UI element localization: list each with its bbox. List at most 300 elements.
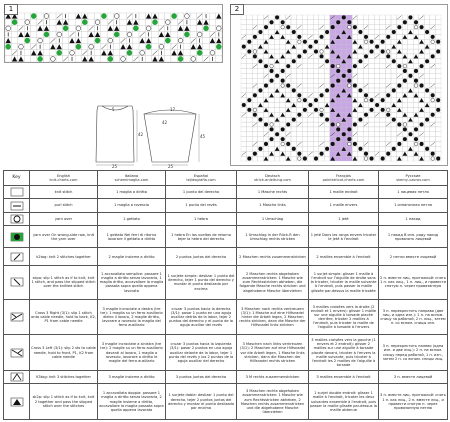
- chart-cell: [363, 20, 369, 25]
- chart-cell: [258, 73, 264, 78]
- green-circle-icon: [101, 13, 107, 19]
- chart-cell: [145, 19, 151, 25]
- chart-cell: [435, 34, 441, 39]
- chart-cell: [274, 83, 280, 88]
- black-circle-icon: [264, 64, 268, 68]
- chart-cell: [324, 64, 330, 69]
- chart-cell: [408, 107, 414, 112]
- black-circle-icon: [381, 40, 385, 44]
- chart-cell: [308, 49, 314, 54]
- chart-cell: [391, 69, 397, 74]
- legend-cell-de: 2 Maschen rechts zusammenstricken: [237, 248, 309, 266]
- chart-cell: [139, 19, 145, 25]
- chart-cell: [291, 107, 297, 112]
- chart-cell: [413, 44, 419, 49]
- legend-cell-en: skpo: slip 1 stitch as if to knit, knit 1 stitch, and pass the slipped stitch over the knitted stitch: [30, 266, 98, 299]
- chart-cell: [308, 39, 314, 44]
- chart-cell: [352, 146, 358, 151]
- chart-cell: [285, 88, 291, 93]
- chart-cell: [402, 98, 408, 103]
- chart-cell: [402, 83, 408, 88]
- black-triangle-icon: [419, 49, 424, 53]
- chart-cell: [413, 64, 419, 69]
- legend-cell-en: k2tog: knit 2 stitches together: [30, 248, 98, 266]
- chart-cell: [165, 13, 171, 19]
- chart-cell: [269, 59, 275, 64]
- chart-cell: [385, 88, 391, 93]
- chart-cell: [247, 146, 253, 151]
- legend-row: [4, 370, 448, 383]
- black-circle-icon: [414, 20, 418, 24]
- black-circle-icon: [297, 113, 301, 117]
- chart-cell: [69, 19, 75, 25]
- legend-cell-fr: 1 jeté Dans les rangs envers tricoter le jeté à l'endroit: [309, 226, 379, 248]
- diagonal-line-icon: [386, 123, 390, 127]
- diagonal-line-icon: [308, 35, 312, 39]
- chart-cell: [258, 127, 264, 132]
- chart-cell: [216, 50, 222, 56]
- chart-cell: [69, 25, 75, 31]
- diagonal-line-icon: [264, 74, 268, 78]
- chart-cell: [313, 20, 319, 25]
- chart-cell: [313, 54, 319, 59]
- chart-cell: [380, 69, 386, 74]
- chart-cell: [209, 13, 215, 19]
- header-russian: Русские skemy-uzorov.com: [379, 171, 448, 186]
- chart-cell: [165, 56, 171, 62]
- chart-cell: [324, 20, 330, 25]
- white-circle-icon: [253, 108, 257, 112]
- chart-cell: [258, 25, 264, 30]
- chart-cell: [369, 20, 375, 25]
- chart-cell: [274, 49, 280, 54]
- chart-cell: [280, 64, 286, 69]
- green-circle-icon: [133, 26, 139, 32]
- black-circle-icon: [392, 30, 396, 34]
- chart-cell: [302, 117, 308, 122]
- black-circle-icon: [303, 40, 307, 44]
- chart-cell: [391, 20, 397, 25]
- chart-cell: [413, 117, 419, 122]
- chart-cell: [120, 19, 126, 25]
- white-circle-icon: [431, 98, 435, 102]
- chart-cell: [196, 25, 202, 31]
- chart-cell: [385, 156, 391, 161]
- chart-cell: [285, 78, 291, 83]
- legend-cell-es: 1 punto del revés: [166, 199, 237, 212]
- chart-cell: [158, 19, 164, 25]
- chart-cell: [413, 73, 419, 78]
- chart-cell: [280, 98, 286, 103]
- chart-cell: [190, 13, 196, 19]
- chart-cell: [391, 39, 397, 44]
- chart-cell: [385, 132, 391, 137]
- chart-cell: [263, 20, 269, 25]
- chart-cell: [435, 142, 441, 147]
- chart-cell: [241, 122, 247, 127]
- chart-cell: [424, 25, 430, 30]
- chart-cell: [374, 73, 380, 78]
- legend-key-cell: [4, 384, 30, 420]
- chart-cell: [430, 15, 436, 20]
- chart-cell: [190, 25, 196, 31]
- stitch-chart-1: [4, 4, 223, 63]
- diagonal-line-icon: [364, 84, 368, 88]
- chart-cell: [308, 25, 314, 30]
- chart-cell: [430, 117, 436, 122]
- chart-cell: [247, 20, 253, 25]
- chart-cell: [391, 83, 397, 88]
- chart-cell: [391, 132, 397, 137]
- chart-cell: [308, 156, 314, 161]
- black-circle-icon: [314, 108, 318, 112]
- chart-cell: [285, 59, 291, 64]
- legend-row: [4, 299, 448, 335]
- chart-cell: [285, 127, 291, 132]
- chart-cell: [75, 56, 81, 62]
- chart-cell: [252, 30, 258, 35]
- black-circle-icon: [247, 98, 251, 102]
- legend-cell-fr: 1 maille envers: [309, 199, 379, 212]
- chart-cell: [435, 88, 441, 93]
- chart-cell: [297, 78, 303, 83]
- chart-cell: [385, 39, 391, 44]
- chart-cell: [274, 127, 280, 132]
- diagonal-line-icon: [375, 93, 379, 97]
- header-key: Key: [4, 171, 30, 186]
- white-circle-icon: [298, 157, 302, 161]
- chart-cell: [313, 69, 319, 74]
- legend-key-cell: [4, 226, 30, 248]
- black-circle-icon: [347, 69, 351, 73]
- chart-cell: [385, 15, 391, 20]
- white-circle-icon: [140, 50, 145, 55]
- legend-cell-fr: 1 maille endroit: [309, 186, 379, 199]
- chart-cell: [274, 69, 280, 74]
- chart-cell: [285, 69, 291, 74]
- chart-cell: [413, 146, 419, 151]
- chart-cell: [391, 49, 397, 54]
- chart-cell: [263, 78, 269, 83]
- chart-cell: [430, 137, 436, 142]
- chart-cell: [241, 73, 247, 78]
- chart-cell: [302, 20, 308, 25]
- black-circle-icon: [331, 84, 335, 88]
- chart-cell: [241, 39, 247, 44]
- black-circle-icon: [403, 137, 407, 141]
- chart-cell: [269, 132, 275, 137]
- chart-cell: [430, 44, 436, 49]
- diagonal-line-icon: [264, 16, 268, 20]
- black-circle-icon: [253, 35, 257, 39]
- white-circle-icon: [38, 38, 43, 43]
- legend-cell-ru: 3 п. вместе лицевой: [379, 370, 448, 383]
- chart-cell: [324, 137, 330, 142]
- black-circle-icon: [325, 88, 329, 92]
- legend-cell-fr: 1 jeté: [309, 212, 379, 225]
- chart-cell: [380, 34, 386, 39]
- black-circle-icon: [331, 142, 335, 146]
- chart-cell: [274, 93, 280, 98]
- chart-cell: [120, 31, 126, 37]
- chart-cell: [363, 44, 369, 49]
- black-circle-icon: [242, 103, 246, 107]
- chart-cell: [171, 31, 177, 37]
- white-circle-icon: [51, 57, 56, 62]
- chart-cell: [319, 39, 325, 44]
- chart-cell: [107, 13, 113, 19]
- chart-cell: [252, 20, 258, 25]
- black-circle-icon: [258, 59, 262, 63]
- chart-cell: [274, 34, 280, 39]
- legend-cell-en: yarn over: [30, 212, 98, 225]
- black-circle-icon: [336, 20, 340, 24]
- chart-cell: [363, 88, 369, 93]
- chart-cell: [419, 151, 425, 156]
- chart-cell: [297, 107, 303, 112]
- chart-cell: [258, 142, 264, 147]
- black-circle-icon: [358, 30, 362, 34]
- white-circle-icon: [210, 50, 215, 55]
- chart-cell: [358, 54, 364, 59]
- chart-cell: [397, 54, 403, 59]
- chart-cell: [435, 93, 441, 98]
- chart-cell: [297, 15, 303, 20]
- chart-cell: [324, 112, 330, 117]
- chart-cell: [374, 132, 380, 137]
- chart-cell: [308, 146, 314, 151]
- chart-cell: [363, 15, 369, 20]
- chart-cell: [369, 54, 375, 59]
- black-triangle-icon: [353, 40, 358, 44]
- chart-cell: [274, 98, 280, 103]
- chart-cell: [252, 88, 258, 93]
- chart-cell: [258, 15, 264, 20]
- chart-cell: [424, 64, 430, 69]
- chart-cell: [203, 50, 209, 56]
- white-circle-icon: [320, 50, 324, 54]
- black-circle-icon: [408, 132, 412, 136]
- chart-cell: [319, 103, 325, 108]
- chart-cell: [171, 25, 177, 31]
- black-circle-icon: [320, 152, 324, 156]
- legend-cell-ru: 1 накид: [379, 212, 448, 225]
- chart-cell: [380, 64, 386, 69]
- black-circle-icon: [314, 49, 318, 53]
- chart-cell: [397, 44, 403, 49]
- chart-cell: [352, 127, 358, 132]
- chart-cell: [435, 83, 441, 88]
- chart-cell: [209, 19, 215, 25]
- diagonal-line-icon: [308, 113, 312, 117]
- legend-cell-de: 3 Maschen nach links verkreuzen (3/1): 2 Maschen auf eine Hilfsnadel vor die Arbeit legen, 1 Masche links stricken, dann die Maschen der Hilfsnadel rechts stricken: [237, 335, 309, 371]
- black-triangle-icon: [403, 93, 408, 97]
- chart-cell: [139, 44, 145, 50]
- chart-cell: [369, 117, 375, 122]
- legend-cell-en: Cross 3 Left (3/1): slip 2 sts to cable needle, hold to front, P1, K2 from cable needle: [30, 335, 98, 371]
- legend-cell-ru: 2 петли вместе лицевой: [379, 248, 448, 266]
- chart-cell: [380, 146, 386, 151]
- white-circle-icon: [70, 50, 75, 55]
- white-circle-icon: [281, 142, 285, 146]
- chart-cell: [241, 83, 247, 88]
- chart-cell: [352, 44, 358, 49]
- chart-cell: [297, 137, 303, 142]
- chart-cell: [413, 30, 419, 35]
- chart-cell: [258, 107, 264, 112]
- diagonal-line-icon: [319, 142, 323, 146]
- chart-cell: [297, 146, 303, 151]
- chart-cell: [380, 88, 386, 93]
- chart-cell: [308, 15, 314, 20]
- chart-cell: [313, 44, 319, 49]
- black-circle-icon: [10, 232, 24, 242]
- chart-cell: [274, 112, 280, 117]
- legend-cell-de: 1 Umschlag: [237, 212, 309, 225]
- black-circle-icon: [420, 122, 424, 126]
- chart-cell: [139, 25, 145, 31]
- diagonal-line-icon: [286, 16, 290, 20]
- chart-cell: [369, 142, 375, 147]
- chart-cell: [171, 56, 177, 62]
- chart-cell: [297, 30, 303, 35]
- chart-cell: [380, 112, 386, 117]
- black-circle-icon: [297, 152, 301, 156]
- chart-cell: [408, 156, 414, 161]
- chart-cell: [385, 73, 391, 78]
- diagonal-line-icon: [430, 123, 434, 127]
- chart-cell: [247, 137, 253, 142]
- black-triangle-icon: [269, 152, 274, 156]
- green-circle-icon: [171, 13, 177, 19]
- chart-cell: [152, 25, 158, 31]
- diagonal-line-icon: [397, 16, 401, 20]
- chart-cell: [152, 38, 158, 44]
- chart-cell: [358, 20, 364, 25]
- chart-cell: [280, 59, 286, 64]
- black-circle-icon: [431, 35, 435, 39]
- chart-cell: [247, 44, 253, 49]
- chart-cell: [313, 83, 319, 88]
- chart-cell: [269, 107, 275, 112]
- chart-cell: [258, 49, 264, 54]
- chart-cell: [247, 54, 253, 59]
- black-circle-icon: [308, 103, 312, 107]
- chart-cell: [324, 151, 330, 156]
- green-circle-icon: [203, 26, 209, 32]
- chart-cell: [374, 142, 380, 147]
- black-circle-icon: [397, 142, 401, 146]
- legend-cell-es: 1 punto del derecho: [166, 186, 237, 199]
- chart-cell: [385, 30, 391, 35]
- black-circle-icon: [314, 40, 318, 44]
- measurement-label: 17: [170, 107, 176, 112]
- chart-cell: [308, 142, 314, 147]
- legend-cell-en: Cross 3 Right (3/1): slip 1 stitch onto cable needle, hold to back, K2, P1 from cable needle: [30, 299, 98, 335]
- black-circle-icon: [297, 93, 301, 97]
- chart-cell: [419, 137, 425, 142]
- black-circle-icon: [270, 69, 274, 73]
- black-triangle-icon: [353, 108, 358, 112]
- measurement-label: 5: [112, 107, 115, 112]
- black-circle-icon: [414, 79, 418, 83]
- chart-cell: [324, 93, 330, 98]
- black-circle-icon: [436, 108, 440, 112]
- chart-cell: [380, 54, 386, 59]
- legend-cell-fr: 1 surjet simple: glisser 1 maille à l'endroit sur l'aiguille de droite sans la tricoter, tricoter la maille suivante à l'endroit, puis passer la maille glissée par-dessus la maille tricotée: [309, 266, 379, 299]
- horizontal-dash-icon: [10, 201, 24, 211]
- chart-cell: [247, 117, 253, 122]
- chart-cell: [94, 13, 100, 19]
- chart-cell: [402, 15, 408, 20]
- chart-cell: [114, 44, 120, 50]
- chart-cell: [241, 156, 247, 161]
- chart-cell: [413, 15, 419, 20]
- chart-cell: [291, 83, 297, 88]
- diagonal-line-icon: [353, 74, 357, 78]
- black-triangle-icon: [286, 40, 291, 44]
- chart-cell: [358, 15, 364, 20]
- black-circle-icon: [292, 88, 296, 92]
- black-triangle-icon: [419, 98, 424, 102]
- chart-cell: [302, 78, 308, 83]
- black-circle-icon: [264, 25, 268, 29]
- chart-cell: [413, 49, 419, 54]
- chart-cell: [43, 38, 49, 44]
- chart-cell: [252, 137, 258, 142]
- chart-cell: [374, 20, 380, 25]
- white-circle-icon: [320, 108, 324, 112]
- chart-cell: [352, 20, 358, 25]
- chart-cell: [252, 59, 258, 64]
- chart-cell: [424, 20, 430, 25]
- chart-cell: [258, 156, 264, 161]
- chart-cell: [302, 44, 308, 49]
- black-triangle-icon: [391, 103, 396, 107]
- chart-cell: [302, 34, 308, 39]
- chart-cell: [391, 107, 397, 112]
- black-circle-icon: [247, 49, 251, 53]
- chart-cell: [280, 122, 286, 127]
- white-circle-icon: [114, 14, 119, 19]
- black-circle-icon: [347, 137, 351, 141]
- white-circle-icon: [281, 25, 285, 29]
- chart-cell: [430, 30, 436, 35]
- measurement-label: 25: [168, 164, 174, 168]
- black-triangle-icon: [275, 147, 280, 151]
- chart-cell: [247, 151, 253, 156]
- chart-cell: [269, 44, 275, 49]
- chart-cell: [391, 54, 397, 59]
- chart-cell: [435, 151, 441, 156]
- chart-cell: [313, 25, 319, 30]
- chart-cell: [324, 49, 330, 54]
- chart-cell: [435, 132, 441, 137]
- chart-cell: [258, 122, 264, 127]
- chart-cell: [285, 20, 291, 25]
- chart-cell: [114, 50, 120, 56]
- chart-cell: [391, 137, 397, 142]
- chart-cell: [158, 38, 164, 44]
- chart-cell: [369, 64, 375, 69]
- black-circle-icon: [303, 98, 307, 102]
- chart-cell: [385, 78, 391, 83]
- chart-cell: [363, 117, 369, 122]
- black-triangle-icon: [269, 93, 274, 97]
- chart-cell: [319, 78, 325, 83]
- chart-cell: [402, 44, 408, 49]
- chart-cell: [408, 137, 414, 142]
